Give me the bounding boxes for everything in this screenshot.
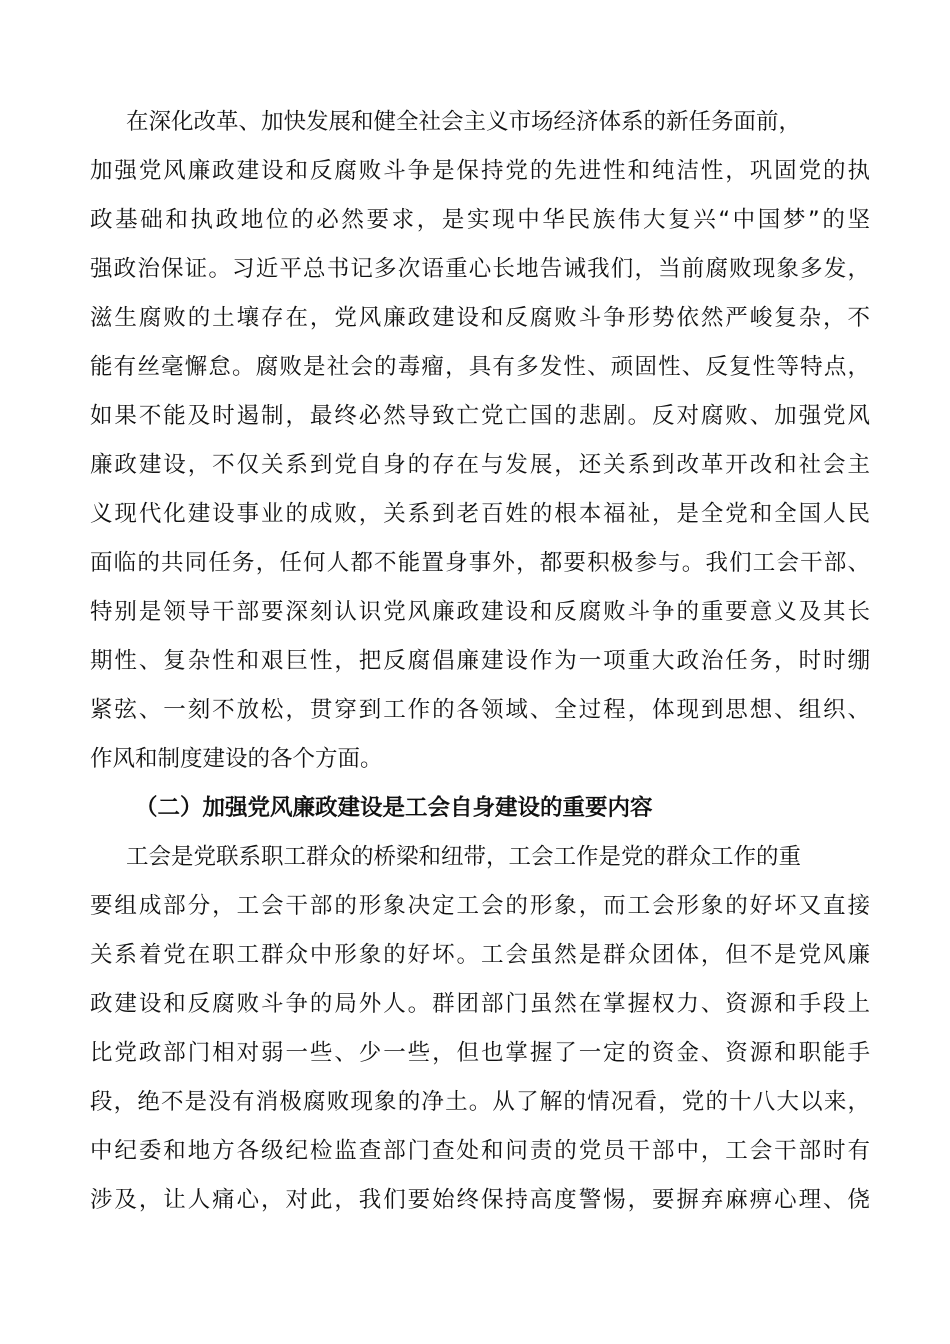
text-line: 强政治保证。习近平总书记多次语重心长地告诫我们，当前腐败现象多发， [90, 256, 870, 282]
section-heading: （二）加强党风廉政建设是工会自身建设的重要内容 [135, 795, 653, 821]
text-line: 在深化改革、加快发展和健全社会主义市场经济体系的新任务面前， [126, 109, 802, 135]
text-line: 工会是党联系职工群众的桥梁和纽带，工会工作是党的群众工作的重 [126, 844, 802, 870]
text-line: 涉及，让人痛心，对此，我们要始终保持高度警惕，要摒弃麻痹心理、侥 [90, 1187, 870, 1213]
text-line: 能有丝毫懈怠。腐败是社会的毒瘤，具有多发性、顽固性、反复性等特点， [90, 354, 870, 380]
text-line: 关系着党在职工群众中形象的好坏。工会虽然是群众团体，但不是党风廉 [90, 942, 870, 968]
text-line: 比党政部门相对弱一些、少一些，但也掌握了一定的资金、资源和职能手 [90, 1040, 870, 1066]
paragraph-2 [90, 833, 870, 1225]
text-line: 政基础和执政地位的必然要求，是实现中华民族伟大复兴“中国梦”的坚 [90, 207, 870, 233]
document-body [90, 98, 870, 1225]
text-line: 段，绝不是没有消极腐败现象的净土。从了解的情况看，党的十八大以来， [90, 1089, 870, 1115]
text-line: 特别是领导干部要深刻认识党风廉政建设和反腐败斗争的重要意义及其长 [90, 599, 870, 625]
text-line: 面临的共同任务，任何人都不能置身事外，都要积极参与。我们工会干部、 [90, 550, 870, 576]
paragraph-1 [90, 98, 870, 784]
text-line: 滋生腐败的土壤存在，党风廉政建设和反腐败斗争形势依然严峻复杂，不 [90, 305, 870, 331]
text-line: 如果不能及时遏制，最终必然导致亡党亡国的悲剧。反对腐败、加强党风 [90, 403, 870, 429]
text-line: 紧弦、一刻不放松，贯穿到工作的各领域、全过程，体现到思想、组织、 [90, 697, 870, 723]
text-line: 中纪委和地方各级纪检监查部门查处和问责的党员干部中，工会干部时有 [90, 1138, 870, 1164]
text-line: 政建设和反腐败斗争的局外人。群团部门虽然在掌握权力、资源和手段上 [90, 991, 870, 1017]
text-line: 加强党风廉政建设和反腐败斗争是保持党的先进性和纯洁性，巩固党的执 [90, 158, 870, 184]
text-line: 作风和制度建设的各个方面。 [90, 746, 383, 772]
text-line: 义现代化建设事业的成败，关系到老百姓的根本福祉，是全党和全国人民 [90, 501, 870, 527]
text-line: 廉政建设，不仅关系到党自身的存在与发展，还关系到改革开改和社会主 [90, 452, 870, 478]
text-line: 期性、复杂性和艰巨性，把反腐倡廉建设作为一项重大政治任务，时时绷 [90, 648, 870, 674]
text-line: 要组成部分，工会干部的形象决定工会的形象，而工会形象的好坏又直接 [90, 893, 870, 919]
